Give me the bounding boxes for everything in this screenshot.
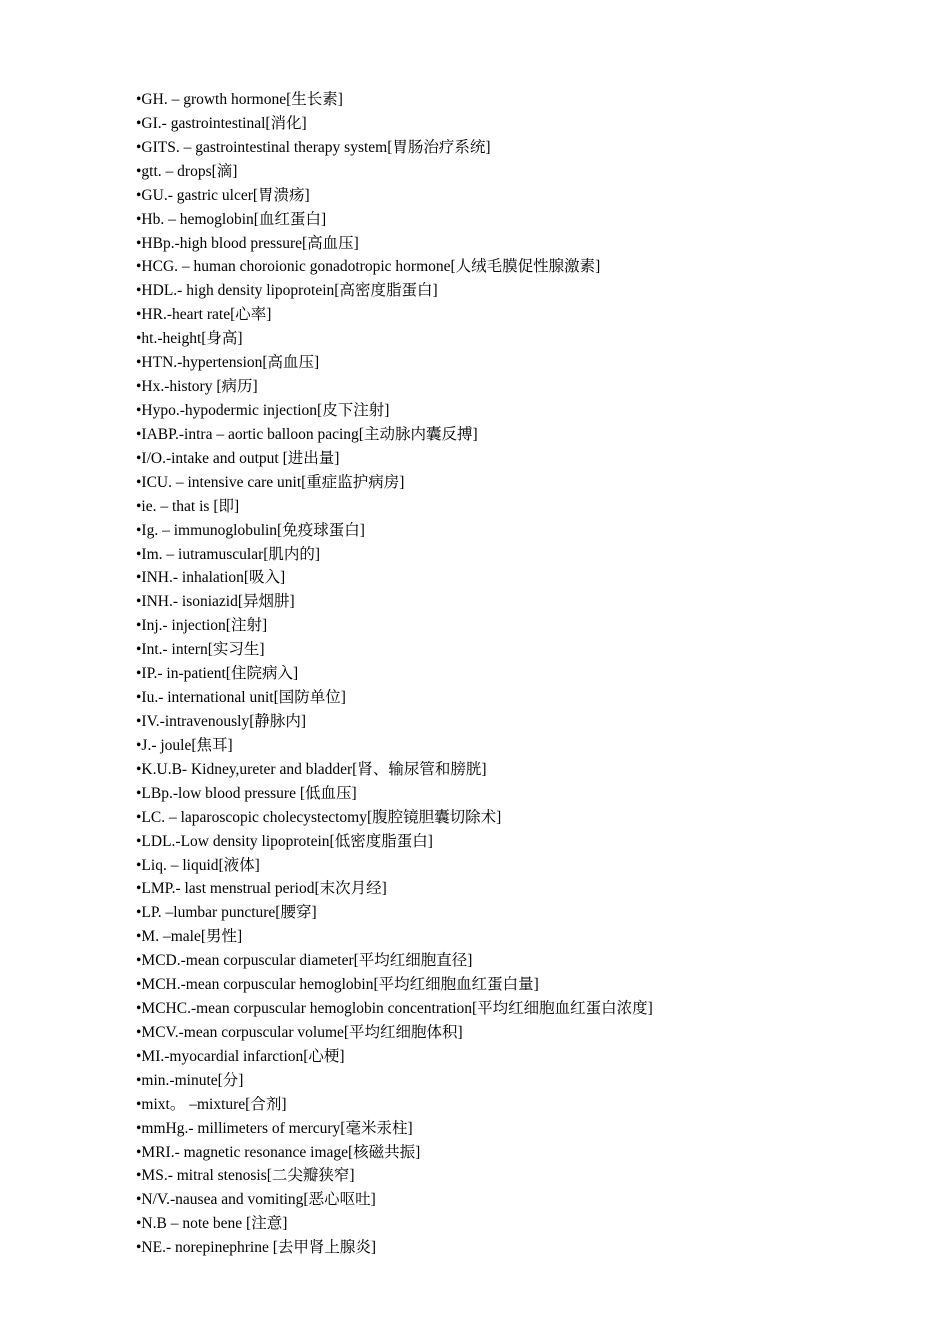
list-item: •Hb. – hemoglobin[血红蛋白] xyxy=(136,210,327,228)
list-item: •GU.- gastric ulcer[胃溃疡] xyxy=(136,186,310,204)
list-item: •GI.- gastrointestinal[消化] xyxy=(136,114,307,132)
list-item: •Hx.-history [病历] xyxy=(136,378,258,396)
list-item: •LC. – laparoscopic cholecystectomy[腹腔镜胆囊切除术] xyxy=(136,808,502,826)
list-item: •LMP.- last menstrual period[末次月经] xyxy=(136,880,387,898)
list-item: •HCG. – human choroionic gonadotropic hormone[人绒毛膜促性腺激素] xyxy=(136,258,601,276)
list-item: •LBp.-low blood pressure [低血压] xyxy=(136,784,357,802)
abbreviation-list xyxy=(136,88,896,1260)
list-item: •MRI.- magnetic resonance image[核磁共振] xyxy=(136,1143,421,1161)
list-item: •MCD.-mean corpuscular diameter[平均红细胞直径] xyxy=(136,952,473,970)
list-item: •IABP.-intra – aortic balloon pacing[主动脉内囊反搏] xyxy=(136,425,478,443)
list-item: •HDL.- high density lipoprotein[高密度脂蛋白] xyxy=(136,282,438,300)
list-item: •ICU. – intensive care unit[重症监护病房] xyxy=(136,473,405,491)
list-item: •N.B – note bene [注意] xyxy=(136,1215,288,1233)
list-item: •K.U.B- Kidney,ureter and bladder[肾、输尿管和膀胱] xyxy=(136,760,487,778)
list-item: •Inj.- injection[注射] xyxy=(136,617,268,635)
list-item: •Ig. – immunoglobulin[免疫球蛋白] xyxy=(136,521,365,539)
list-item: •M. –male[男性] xyxy=(136,928,243,946)
list-item: •gtt. – drops[滴] xyxy=(136,162,238,180)
list-item: •LP. –lumbar puncture[腰穿] xyxy=(136,904,317,922)
list-item: •mixt。 –mixture[合剂] xyxy=(136,1095,287,1113)
list-item: •min.-minute[分] xyxy=(136,1071,244,1089)
list-item: •MCV.-mean corpuscular volume[平均红细胞体积] xyxy=(136,1023,463,1041)
list-item: •Liq. – liquid[液体] xyxy=(136,856,260,874)
list-item: •Int.- intern[实习生] xyxy=(136,641,265,659)
list-item: •HR.-heart rate[心率] xyxy=(136,306,272,324)
list-item: •NE.- norepinephrine [去甲肾上腺炎] xyxy=(136,1239,377,1257)
list-item: •INH.- isoniazid[异烟肼] xyxy=(136,593,295,611)
list-item: •Im. – iutramuscular[肌内的] xyxy=(136,545,321,563)
list-item: •I/O.-intake and output [进出量] xyxy=(136,449,340,467)
list-item: •IV.-intravenously[静脉内] xyxy=(136,712,307,730)
list-item: •J.- joule[焦耳] xyxy=(136,736,233,754)
list-item: •mmHg.- millimeters of mercury[毫米汞柱] xyxy=(136,1119,413,1137)
list-item: •MCH.-mean corpuscular hemoglobin[平均红细胞血红蛋白量] xyxy=(136,976,539,994)
list-item: •ie. – that is [即] xyxy=(136,497,240,515)
list-item: •Hypo.-hypodermic injection[皮下注射] xyxy=(136,401,390,419)
list-item: •MS.- mitral stenosis[二尖瓣狭窄] xyxy=(136,1167,355,1185)
list-item: •GITS. – gastrointestinal therapy system[胃肠治疗系统] xyxy=(136,138,491,156)
list-item: •IP.- in-patient[住院病入] xyxy=(136,665,299,683)
list-item: •MI.-myocardial infarction[心梗] xyxy=(136,1047,345,1065)
list-item: •INH.- inhalation[吸入] xyxy=(136,569,286,587)
list-item: •HBp.-high blood pressure[高血压] xyxy=(136,234,359,252)
list-item: •LDL.-Low density lipoprotein[低密度脂蛋白] xyxy=(136,832,433,850)
list-item: •ht.-height[身高] xyxy=(136,330,243,348)
list-item: •GH. – growth hormone[生长素] xyxy=(136,91,343,108)
list-item: •N/V.-nausea and vomiting[恶心呕吐] xyxy=(136,1191,376,1209)
list-item: •HTN.-hypertension[高血压] xyxy=(136,354,320,372)
list-item: •MCHC.-mean corpuscular hemoglobin concentration[平均红细胞血红蛋白浓度] xyxy=(136,1000,653,1018)
list-item: •Iu.- international unit[国防单位] xyxy=(136,689,346,707)
